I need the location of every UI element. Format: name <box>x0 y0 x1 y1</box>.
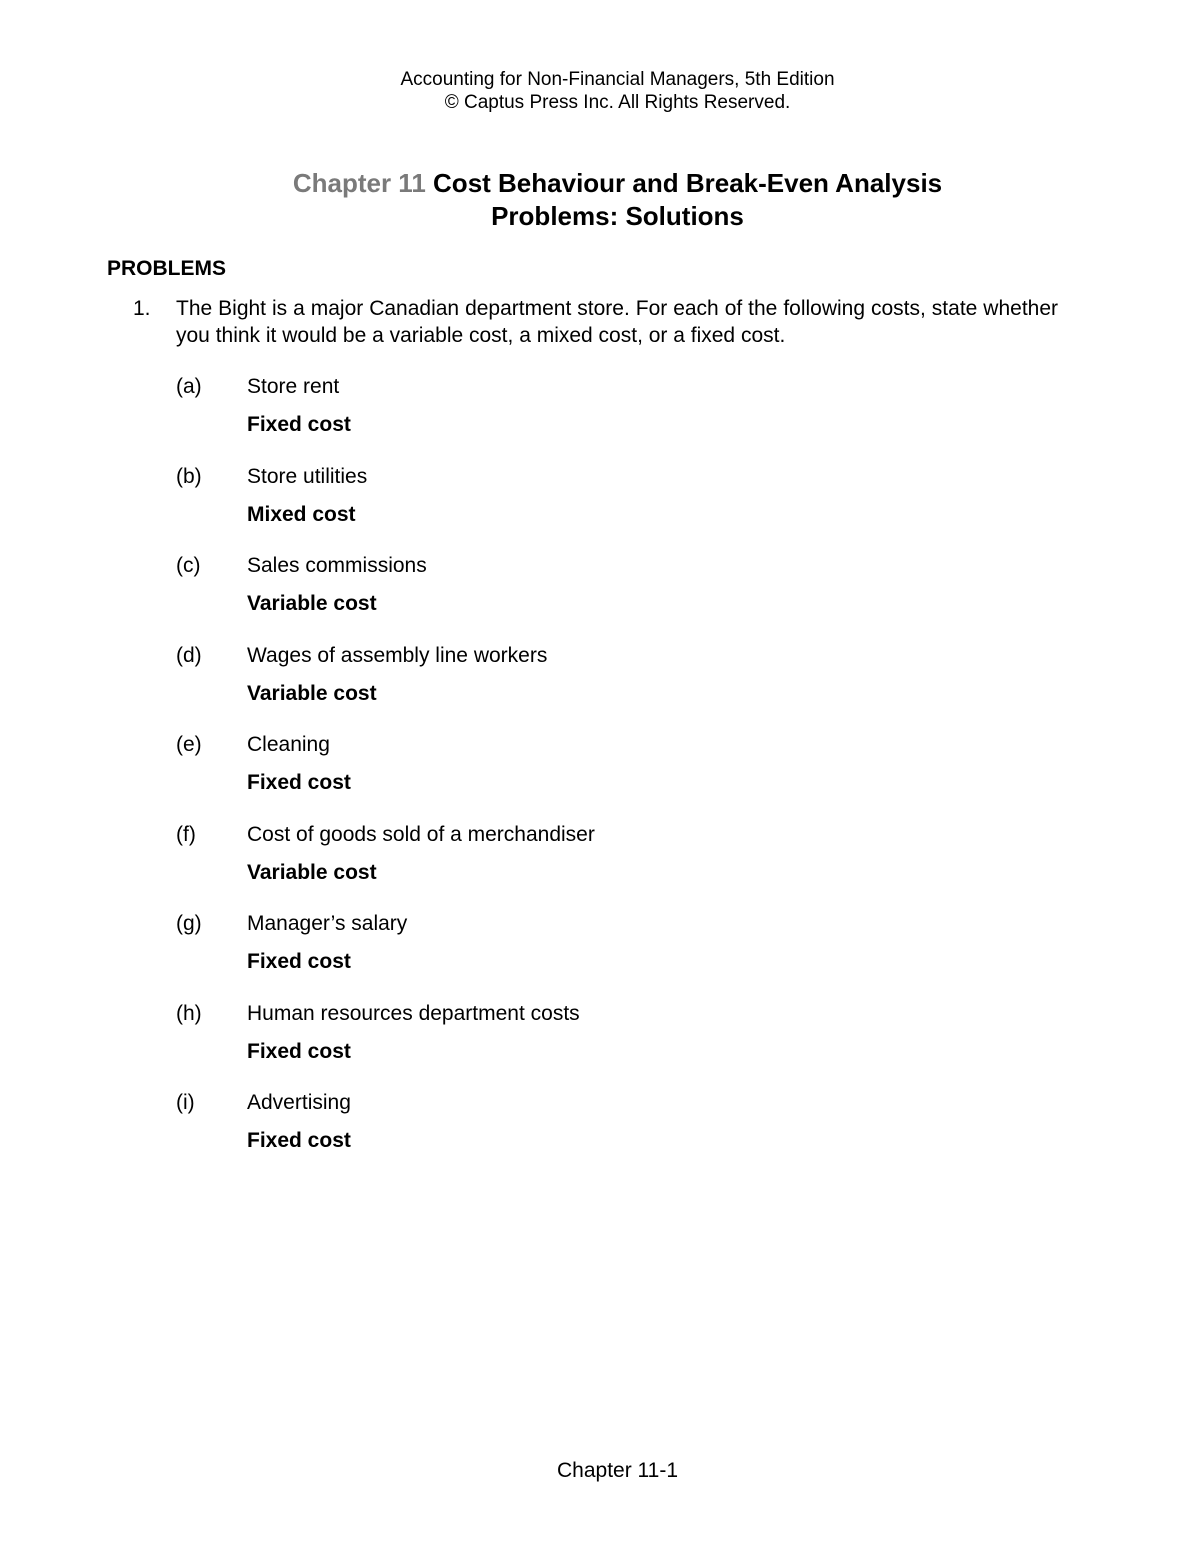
item-text: Human resources department costs <box>247 1001 580 1025</box>
item-letter: (h) <box>176 1001 202 1025</box>
list-item <box>176 821 976 911</box>
item-letter: (c) <box>176 554 201 577</box>
item-letter: (f) <box>176 822 196 846</box>
item-answer: Variable cost <box>247 592 377 615</box>
chapter-label: Chapter 11 <box>292 168 426 198</box>
item-answer: Fixed cost <box>247 771 351 794</box>
list-item <box>176 1000 976 1090</box>
list-item <box>176 731 976 821</box>
list-item <box>176 910 976 1000</box>
book-title: Accounting for Non-Financial Managers, 5th Edition <box>400 69 835 90</box>
item-text: Wages of assembly line workers <box>247 643 548 667</box>
list-item <box>176 642 976 732</box>
title-block <box>0 167 1200 233</box>
item-text: Manager’s salary <box>247 912 408 935</box>
item-letter: (i) <box>176 1091 195 1114</box>
section-heading: PROBLEMS <box>107 257 227 280</box>
item-answer: Fixed cost <box>247 1129 351 1152</box>
question-number: 1. <box>133 297 151 320</box>
copyright-notice: © Captus Press Inc. All Rights Reserved. <box>444 92 791 113</box>
item-answer: Fixed cost <box>247 950 351 973</box>
item-answer: Fixed cost <box>247 413 351 436</box>
item-text: Advertising <box>247 1091 351 1114</box>
list-item <box>176 1089 976 1179</box>
item-answer: Mixed cost <box>247 502 356 526</box>
item-letter: (g) <box>176 912 202 935</box>
item-text: Cost of goods sold of a merchandiser <box>247 822 595 846</box>
page-subtitle: Problems: Solutions <box>491 201 744 231</box>
chapter-title-line <box>0 167 1200 200</box>
list-item <box>176 552 976 642</box>
page-header <box>0 68 1200 114</box>
item-answer: Fixed cost <box>247 1039 351 1063</box>
item-text: Cleaning <box>247 733 330 756</box>
item-letter: (e) <box>176 733 202 756</box>
item-letter: (d) <box>176 643 202 667</box>
answer-list <box>176 373 976 1179</box>
item-answer: Variable cost <box>247 681 377 705</box>
chapter-title: Cost Behaviour and Break-Even Analysis <box>433 168 943 198</box>
page-footer: Chapter 11-1 <box>556 1459 679 1482</box>
item-answer: Variable cost <box>247 860 377 884</box>
question-text: The Bight is a major Canadian department store. For each of the following costs, state whether you think it would be a variable cost, a mixed cost, or a fixed cost. <box>176 297 1058 347</box>
item-letter: (a) <box>176 375 202 398</box>
list-item <box>176 463 976 553</box>
list-item <box>176 373 976 463</box>
item-letter: (b) <box>176 464 202 488</box>
item-text: Store utilities <box>247 464 368 488</box>
item-text: Sales commissions <box>247 554 427 577</box>
item-text: Store rent <box>247 375 340 398</box>
